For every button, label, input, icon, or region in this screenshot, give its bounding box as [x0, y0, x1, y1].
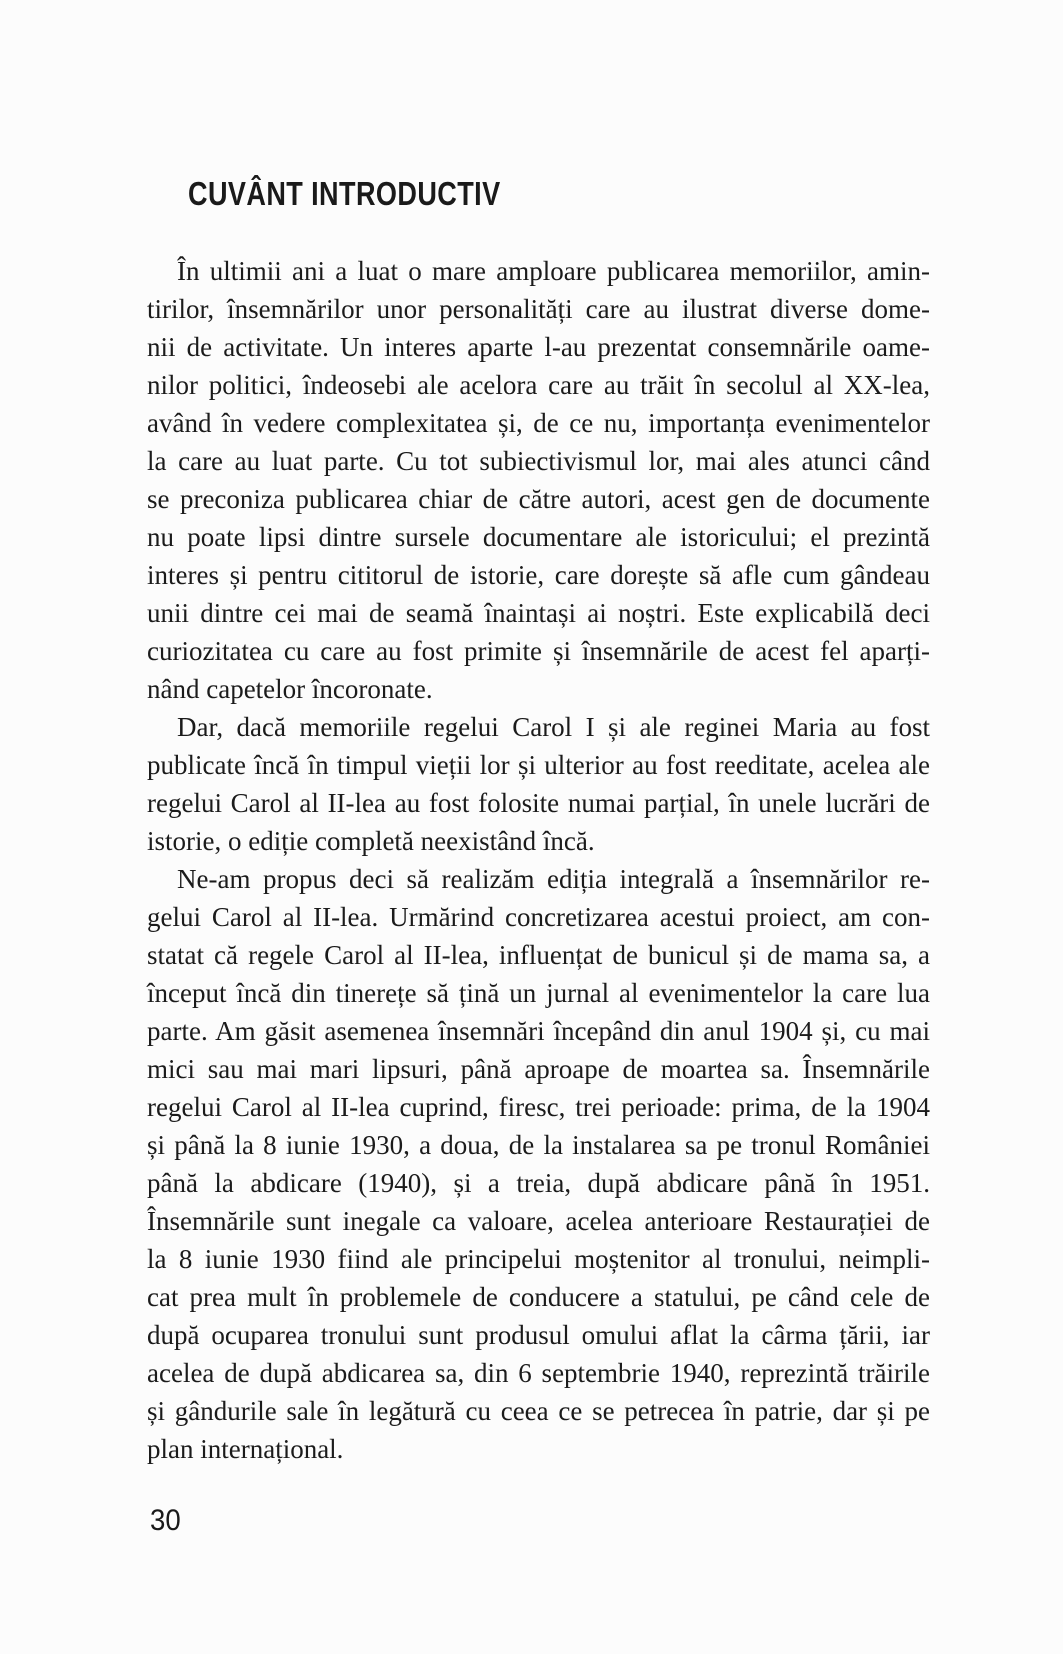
- text-line: cat prea mult în problemele de conducere a statului, pe când cele de: [147, 1282, 930, 1312]
- text-line: nu poate lipsi dintre sursele documentare ale istoricului; el prezintă: [147, 522, 930, 552]
- text-line: și gândurile sale în legătură cu ceea ce se petrecea în patrie, dar și pe: [147, 1396, 930, 1426]
- text-line: Ne-am propus deci să realizăm ediția integrală a însemnărilor re-: [177, 864, 930, 894]
- text-line: statat că regele Carol al II-lea, influențat de bunicul și de mama sa, a: [147, 940, 930, 970]
- page-title: CUVÂNT INTRODUCTIV: [188, 175, 501, 212]
- text-line: istorie, o ediție completă neexistând încă.: [147, 826, 595, 856]
- text-line: tirilor, însemnărilor unor personalități care au ilustrat diverse dome-: [147, 294, 930, 324]
- text-line: mici sau mai mari lipsuri, până aproape de moartea sa. Însemnările: [147, 1054, 930, 1084]
- text-line: gelui Carol al II-lea. Urmărind concretizarea acestui proiect, am con-: [147, 902, 930, 932]
- text-line: la 8 iunie 1930 fiind ale principelui moștenitor al tronului, neimpli-: [147, 1244, 930, 1274]
- text-line: acelea de după abdicarea sa, din 6 septembrie 1940, reprezintă trăirile: [147, 1358, 930, 1388]
- text-line: având în vedere complexitatea și, de ce nu, importanța evenimentelor: [147, 408, 930, 438]
- paragraph: [147, 708, 930, 860]
- text-line: Dar, dacă memoriile regelui Carol I și ale reginei Maria au fost: [177, 712, 930, 742]
- text-line: după ocuparea tronului sunt produsul omului aflat la cârma țării, iar: [147, 1320, 930, 1350]
- text-line: și până la 8 iunie 1930, a doua, de la instalarea sa pe tronul României: [147, 1130, 930, 1160]
- text-line: regelui Carol al II-lea au fost folosite numai parțial, în unele lucrări de: [147, 788, 930, 818]
- text-line: nând capetelor încoronate.: [147, 674, 433, 704]
- body-text: [147, 252, 930, 1468]
- text-line: plan internațional.: [147, 1434, 344, 1464]
- text-line: curiozitatea cu care au fost primite și însemnările de acest fel aparți-: [147, 636, 930, 666]
- text-line: În ultimii ani a luat o mare amploare publicarea memoriilor, amin-: [177, 256, 930, 286]
- text-line: până la abdicare (1940), și a treia, după abdicare până în 1951.: [147, 1168, 930, 1198]
- text-line: parte. Am găsit asemenea însemnări începând din anul 1904 și, cu mai: [147, 1016, 930, 1046]
- text-line: se preconiza publicarea chiar de către autori, acest gen de documente: [147, 484, 930, 514]
- text-line: nilor politici, îndeosebi ale acelora care au trăit în secolul al XX-lea,: [147, 370, 930, 400]
- text-line: Însemnările sunt inegale ca valoare, acelea anterioare Restaurației de: [147, 1206, 930, 1236]
- text-line: publicate încă în timpul vieții lor și ulterior au fost reeditate, acelea ale: [147, 750, 930, 780]
- text-line: la care au luat parte. Cu tot subiectivismul lor, mai ales atunci când: [147, 446, 930, 476]
- text-line: regelui Carol al II-lea cuprind, firesc, trei perioade: prima, de la 1904: [147, 1092, 930, 1122]
- text-line: început încă din tinerețe să țină un jurnal al evenimentelor la care lua: [147, 978, 930, 1008]
- paragraph: [147, 252, 930, 708]
- text-line: interes și pentru cititorul de istorie, care dorește să afle cum gândeau: [147, 560, 930, 590]
- text-line: unii dintre cei mai de seamă înaintași ai noștri. Este explicabilă deci: [147, 598, 930, 628]
- paragraph: [147, 860, 930, 1468]
- text-line: nii de activitate. Un interes aparte l-au prezentat consemnările oame-: [147, 332, 930, 362]
- page-number: 30: [150, 1504, 181, 1537]
